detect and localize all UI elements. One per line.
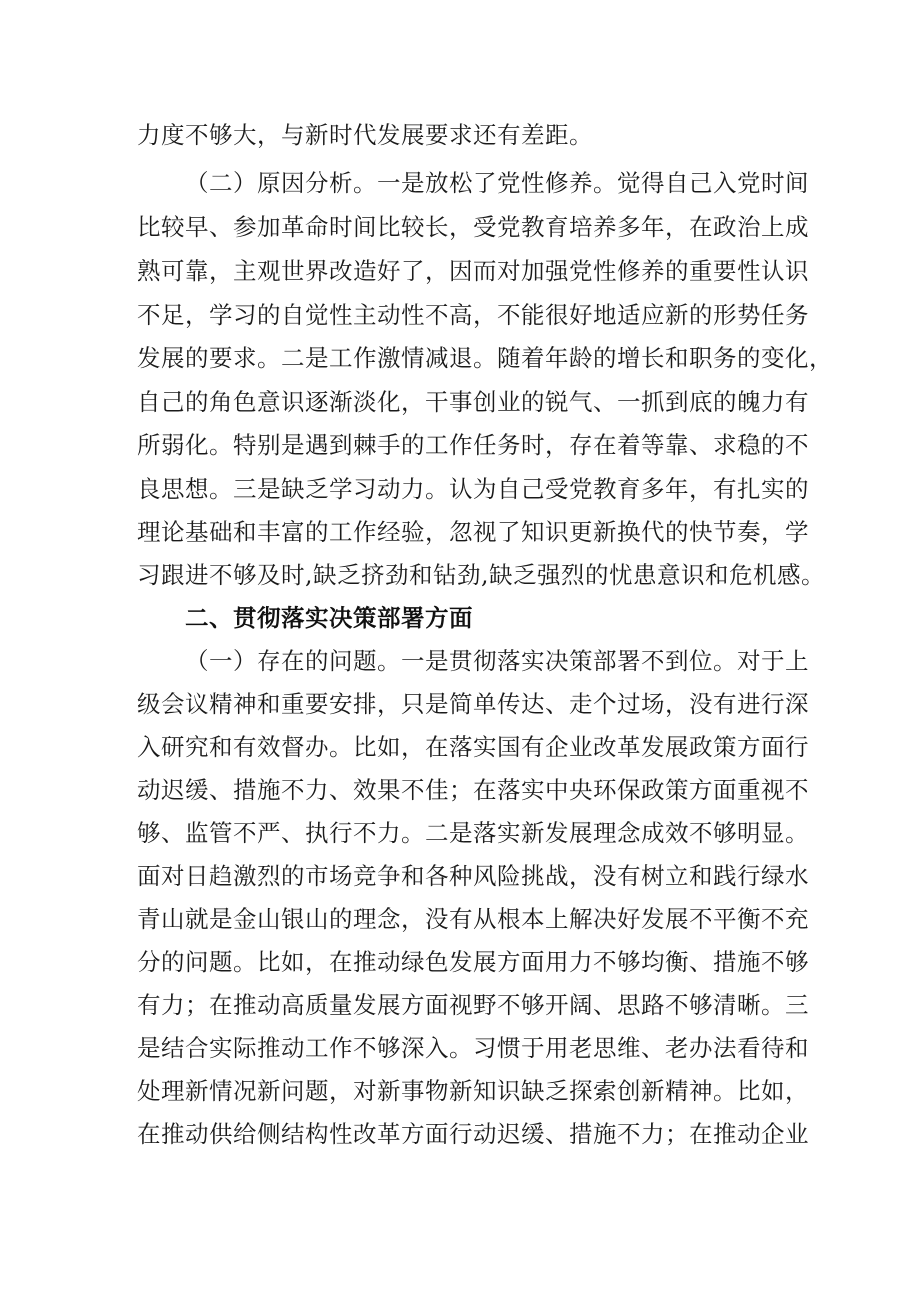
paragraph-line: 理论基础和丰富的工作经验，忽视了知识更新换代的快节奏，学	[137, 518, 809, 546]
paragraph-line: 够、监管不严、执行不力。二是落实新发展理念成效不够明显。	[137, 819, 809, 847]
paragraph-line: 自己的角色意识逐渐淡化，干事创业的锐气、一抓到底的魄力有	[137, 388, 809, 416]
paragraph-line: 入研究和有效督办。比如，在落实国有企业改革发展政策方面行	[137, 733, 809, 761]
paragraph-line: 良思想。三是缺乏学习动力。认为自己受党教育多年，有扎实的	[137, 475, 809, 503]
paragraph-line: 青山就是金山银山的理念，没有从根本上解决好发展不平衡不充	[137, 905, 809, 933]
paragraph-line: 在推动供给侧结构性改革方面行动迟缓、措施不力；在推动企业	[137, 1120, 809, 1148]
paragraph-line: 所弱化。特别是遇到棘手的工作任务时，存在着等靠、求稳的不	[137, 431, 809, 459]
paragraph-line: 比较早、参加革命时间比较长，受党教育培养多年，在政治上成	[137, 213, 809, 241]
paragraph-line: （二）原因分析。一是放松了党性修养。觉得自己入党时间	[185, 169, 809, 197]
paragraph-line: 面对日趋激烈的市场竞争和各种风险挑战，没有树立和践行绿水	[137, 862, 809, 890]
paragraph-line: 力度不够大，与新时代发展要求还有差距。	[137, 121, 593, 149]
paragraph-line: 是结合实际推动工作不够深入。习惯于用老思维、老办法看待和	[137, 1034, 809, 1062]
paragraph-line: （一）存在的问题。一是贯彻落实决策部署不到位。对于上	[185, 647, 809, 675]
paragraph-line: 处理新情况新问题，对新事物新知识缺乏探索创新精神。比如，	[137, 1077, 809, 1105]
paragraph-line: 发展的要求。二是工作激情减退。随着年龄的增长和职务的变化，	[137, 344, 833, 372]
paragraph-line: 不足，学习的自觉性主动性不高，不能很好地适应新的形势任务	[137, 301, 809, 329]
paragraph-line: 有力；在推动高质量发展方面视野不够开阔、思路不够清晰。三	[137, 991, 809, 1019]
paragraph-line: 动迟缓、措施不力、效果不佳；在落实中央环保政策方面重视不	[137, 776, 809, 804]
paragraph-line: 熟可靠，主观世界改造好了，因而对加强党性修养的重要性认识	[137, 257, 809, 285]
paragraph-line: 级会议精神和重要安排，只是简单传达、走个过场，没有进行深	[137, 690, 809, 718]
paragraph-line: 习跟进不够及时,缺乏挤劲和钻劲,缺乏强烈的忧患意识和危机感。	[137, 561, 825, 589]
section-heading: 二、贯彻落实决策部署方面	[185, 604, 473, 632]
paragraph-line: 分的问题。比如，在推动绿色发展方面用力不够均衡、措施不够	[137, 948, 809, 976]
